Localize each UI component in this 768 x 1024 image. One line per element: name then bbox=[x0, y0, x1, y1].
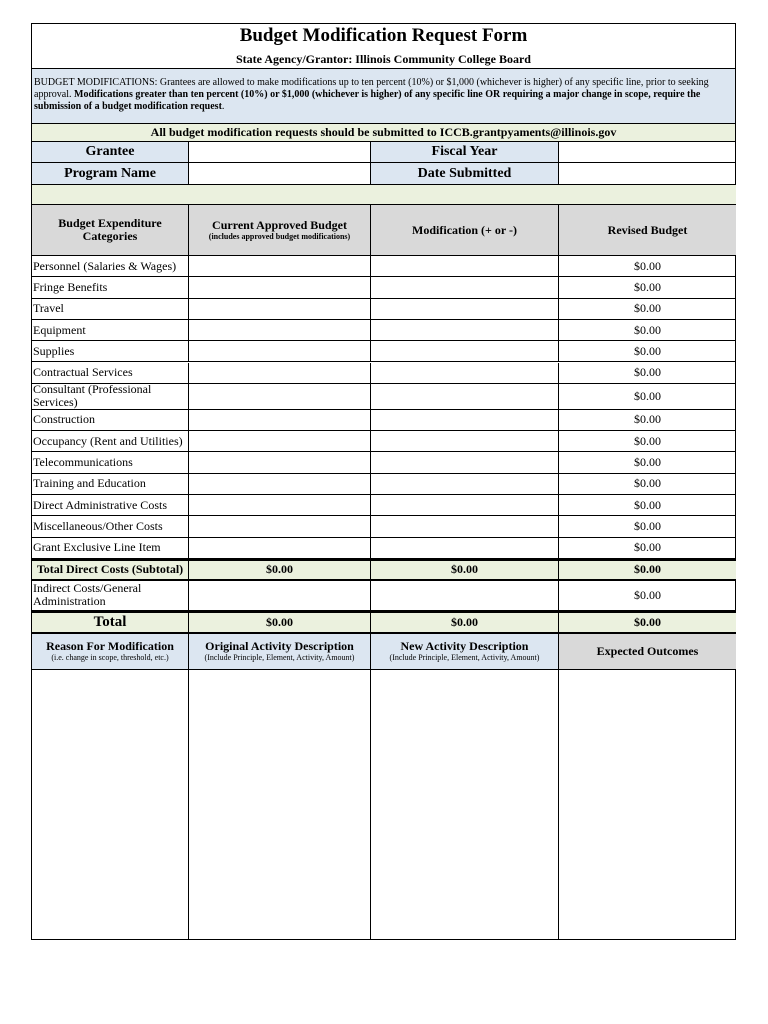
fiscal-year-input[interactable] bbox=[559, 142, 736, 163]
total-modification: $0.00 bbox=[371, 611, 559, 634]
revised-budget-value: $0.00 bbox=[559, 495, 736, 516]
current-budget-input[interactable] bbox=[189, 384, 371, 410]
current-budget-input[interactable] bbox=[189, 363, 371, 384]
subtotal-revised: $0.00 bbox=[559, 559, 736, 581]
subtotal-current: $0.00 bbox=[189, 559, 371, 581]
indirect-costs-label: Indirect Costs/General Administration bbox=[32, 581, 189, 611]
modification-input[interactable] bbox=[371, 341, 559, 362]
notice-text: BUDGET MODIFICATIONS: Grantees are allowed to make modifications up to ten percent (10%) or $1,000 (whichever is higher) of any specific line, prior to seeking approval. bbox=[34, 77, 709, 100]
reason-input[interactable] bbox=[32, 670, 189, 939]
header-revised-budget-label: Revised Budget bbox=[607, 222, 688, 237]
header-new-activity-label: New Activity Description bbox=[400, 638, 529, 653]
current-budget-input[interactable] bbox=[189, 299, 371, 320]
revised-budget-value: $0.00 bbox=[559, 516, 736, 537]
header-current-budget bbox=[189, 205, 371, 256]
revised-budget-value: $0.00 bbox=[559, 474, 736, 495]
expected-outcomes-input[interactable] bbox=[559, 670, 736, 939]
revised-budget-value: $0.00 bbox=[559, 431, 736, 452]
budget-category-label: Training and Education bbox=[32, 474, 189, 495]
header-reason-note: (i.e. change in scope, threshold, etc.) bbox=[51, 652, 169, 662]
budget-category-label: Direct Administrative Costs bbox=[32, 495, 189, 516]
total-label: Total bbox=[32, 611, 189, 634]
current-budget-input[interactable] bbox=[189, 410, 371, 431]
total-current: $0.00 bbox=[189, 611, 371, 634]
modification-input[interactable] bbox=[371, 410, 559, 431]
header-new-activity bbox=[371, 634, 559, 670]
header-modification bbox=[371, 205, 559, 256]
revised-budget-value: $0.00 bbox=[559, 256, 736, 277]
indirect-current-input[interactable] bbox=[189, 581, 371, 611]
header-new-activity-note: (Include Principle, Element, Activity, Amount) bbox=[389, 652, 540, 662]
revised-budget-value: $0.00 bbox=[559, 384, 736, 410]
revised-budget-value: $0.00 bbox=[559, 320, 736, 341]
current-budget-input[interactable] bbox=[189, 277, 371, 298]
budget-category-label: Telecommunications bbox=[32, 452, 189, 473]
modification-input[interactable] bbox=[371, 384, 559, 410]
header-original-activity-note: (Include Principle, Element, Activity, Amount) bbox=[204, 652, 355, 662]
budget-category-label: Miscellaneous/Other Costs bbox=[32, 516, 189, 537]
modification-input[interactable] bbox=[371, 277, 559, 298]
current-budget-input[interactable] bbox=[189, 256, 371, 277]
budget-category-label: Fringe Benefits bbox=[32, 277, 189, 298]
total-revised: $0.00 bbox=[559, 611, 736, 634]
modification-input[interactable] bbox=[371, 363, 559, 384]
current-budget-input[interactable] bbox=[189, 452, 371, 473]
submission-instructions: All budget modification requests should be submitted to ICCB.grantpyaments@illinois.gov bbox=[32, 124, 735, 142]
revised-budget-value: $0.00 bbox=[559, 277, 736, 298]
header-expected-outcomes bbox=[559, 634, 736, 670]
revised-budget-value: $0.00 bbox=[559, 410, 736, 431]
current-budget-input[interactable] bbox=[189, 538, 371, 559]
modification-input[interactable] bbox=[371, 452, 559, 473]
header-current-budget-label: Current Approved Budget bbox=[212, 217, 347, 232]
budget-category-label: Grant Exclusive Line Item bbox=[32, 538, 189, 559]
budget-category-label: Supplies bbox=[32, 341, 189, 362]
modification-input[interactable] bbox=[371, 431, 559, 452]
header-reason bbox=[32, 634, 189, 670]
header-expected-outcomes-label: Expected Outcomes bbox=[596, 643, 699, 658]
budget-category-label: Personnel (Salaries & Wages) bbox=[32, 256, 189, 277]
budget-modifications-notice bbox=[32, 68, 735, 124]
revised-budget-value: $0.00 bbox=[559, 538, 736, 559]
program-name-input[interactable] bbox=[189, 163, 371, 185]
header-categories bbox=[32, 205, 189, 256]
modification-input[interactable] bbox=[371, 299, 559, 320]
original-activity-input[interactable] bbox=[189, 670, 371, 939]
current-budget-input[interactable] bbox=[189, 431, 371, 452]
header-original-activity-label: Original Activity Description bbox=[205, 638, 354, 653]
revised-budget-value: $0.00 bbox=[559, 341, 736, 362]
revised-budget-value: $0.00 bbox=[559, 363, 736, 384]
header-modification-label: Modification (+ or -) bbox=[412, 222, 517, 237]
budget-category-label: Construction bbox=[32, 410, 189, 431]
current-budget-input[interactable] bbox=[189, 495, 371, 516]
header-current-budget-note: (includes approved budget modifications) bbox=[208, 231, 351, 241]
header-revised-budget bbox=[559, 205, 736, 256]
fiscal-year-label: Fiscal Year bbox=[371, 142, 559, 163]
modification-input[interactable] bbox=[371, 495, 559, 516]
modification-input[interactable] bbox=[371, 256, 559, 277]
current-budget-input[interactable] bbox=[189, 474, 371, 495]
budget-category-label: Consultant (Professional Services) bbox=[32, 384, 189, 410]
budget-category-label: Travel bbox=[32, 299, 189, 320]
revised-budget-value: $0.00 bbox=[559, 452, 736, 473]
indirect-modification-input[interactable] bbox=[371, 581, 559, 611]
budget-category-label: Contractual Services bbox=[32, 363, 189, 384]
header-reason-label: Reason For Modification bbox=[46, 638, 174, 653]
modification-input[interactable] bbox=[371, 320, 559, 341]
modification-input[interactable] bbox=[371, 538, 559, 559]
spacer-row bbox=[32, 185, 736, 205]
header-original-activity bbox=[189, 634, 371, 670]
new-activity-input[interactable] bbox=[371, 670, 559, 939]
budget-category-label: Equipment bbox=[32, 320, 189, 341]
revised-budget-value: $0.00 bbox=[559, 299, 736, 320]
budget-category-label: Occupancy (Rent and Utilities) bbox=[32, 431, 189, 452]
notice-end: . bbox=[221, 101, 225, 112]
form-title: Budget Modification Request Form bbox=[239, 25, 528, 46]
current-budget-input[interactable] bbox=[189, 516, 371, 537]
subtotal-modification: $0.00 bbox=[371, 559, 559, 581]
grantee-input[interactable] bbox=[189, 142, 371, 163]
form-subtitle: State Agency/Grantor: Illinois Community College Board bbox=[236, 52, 531, 66]
date-submitted-input[interactable] bbox=[559, 163, 736, 185]
indirect-revised-value: $0.00 bbox=[559, 581, 736, 611]
subtotal-label: Total Direct Costs (Subtotal) bbox=[32, 559, 189, 581]
modification-input[interactable] bbox=[371, 516, 559, 537]
current-budget-input[interactable] bbox=[189, 341, 371, 362]
header-categories-label: Budget Expenditure Categories bbox=[58, 216, 162, 243]
budget-modification-form bbox=[31, 23, 736, 940]
grantee-label: Grantee bbox=[32, 142, 189, 163]
program-name-label: Program Name bbox=[32, 163, 189, 185]
date-submitted-label: Date Submitted bbox=[371, 163, 559, 185]
modification-input[interactable] bbox=[371, 474, 559, 495]
notice-bold-text: Modifications greater than ten percent (10%) or $1,000 (whichever is higher) of any specific line OR requiring a major change in scope, require the submission of a budget modification request bbox=[34, 89, 701, 112]
current-budget-input[interactable] bbox=[189, 320, 371, 341]
